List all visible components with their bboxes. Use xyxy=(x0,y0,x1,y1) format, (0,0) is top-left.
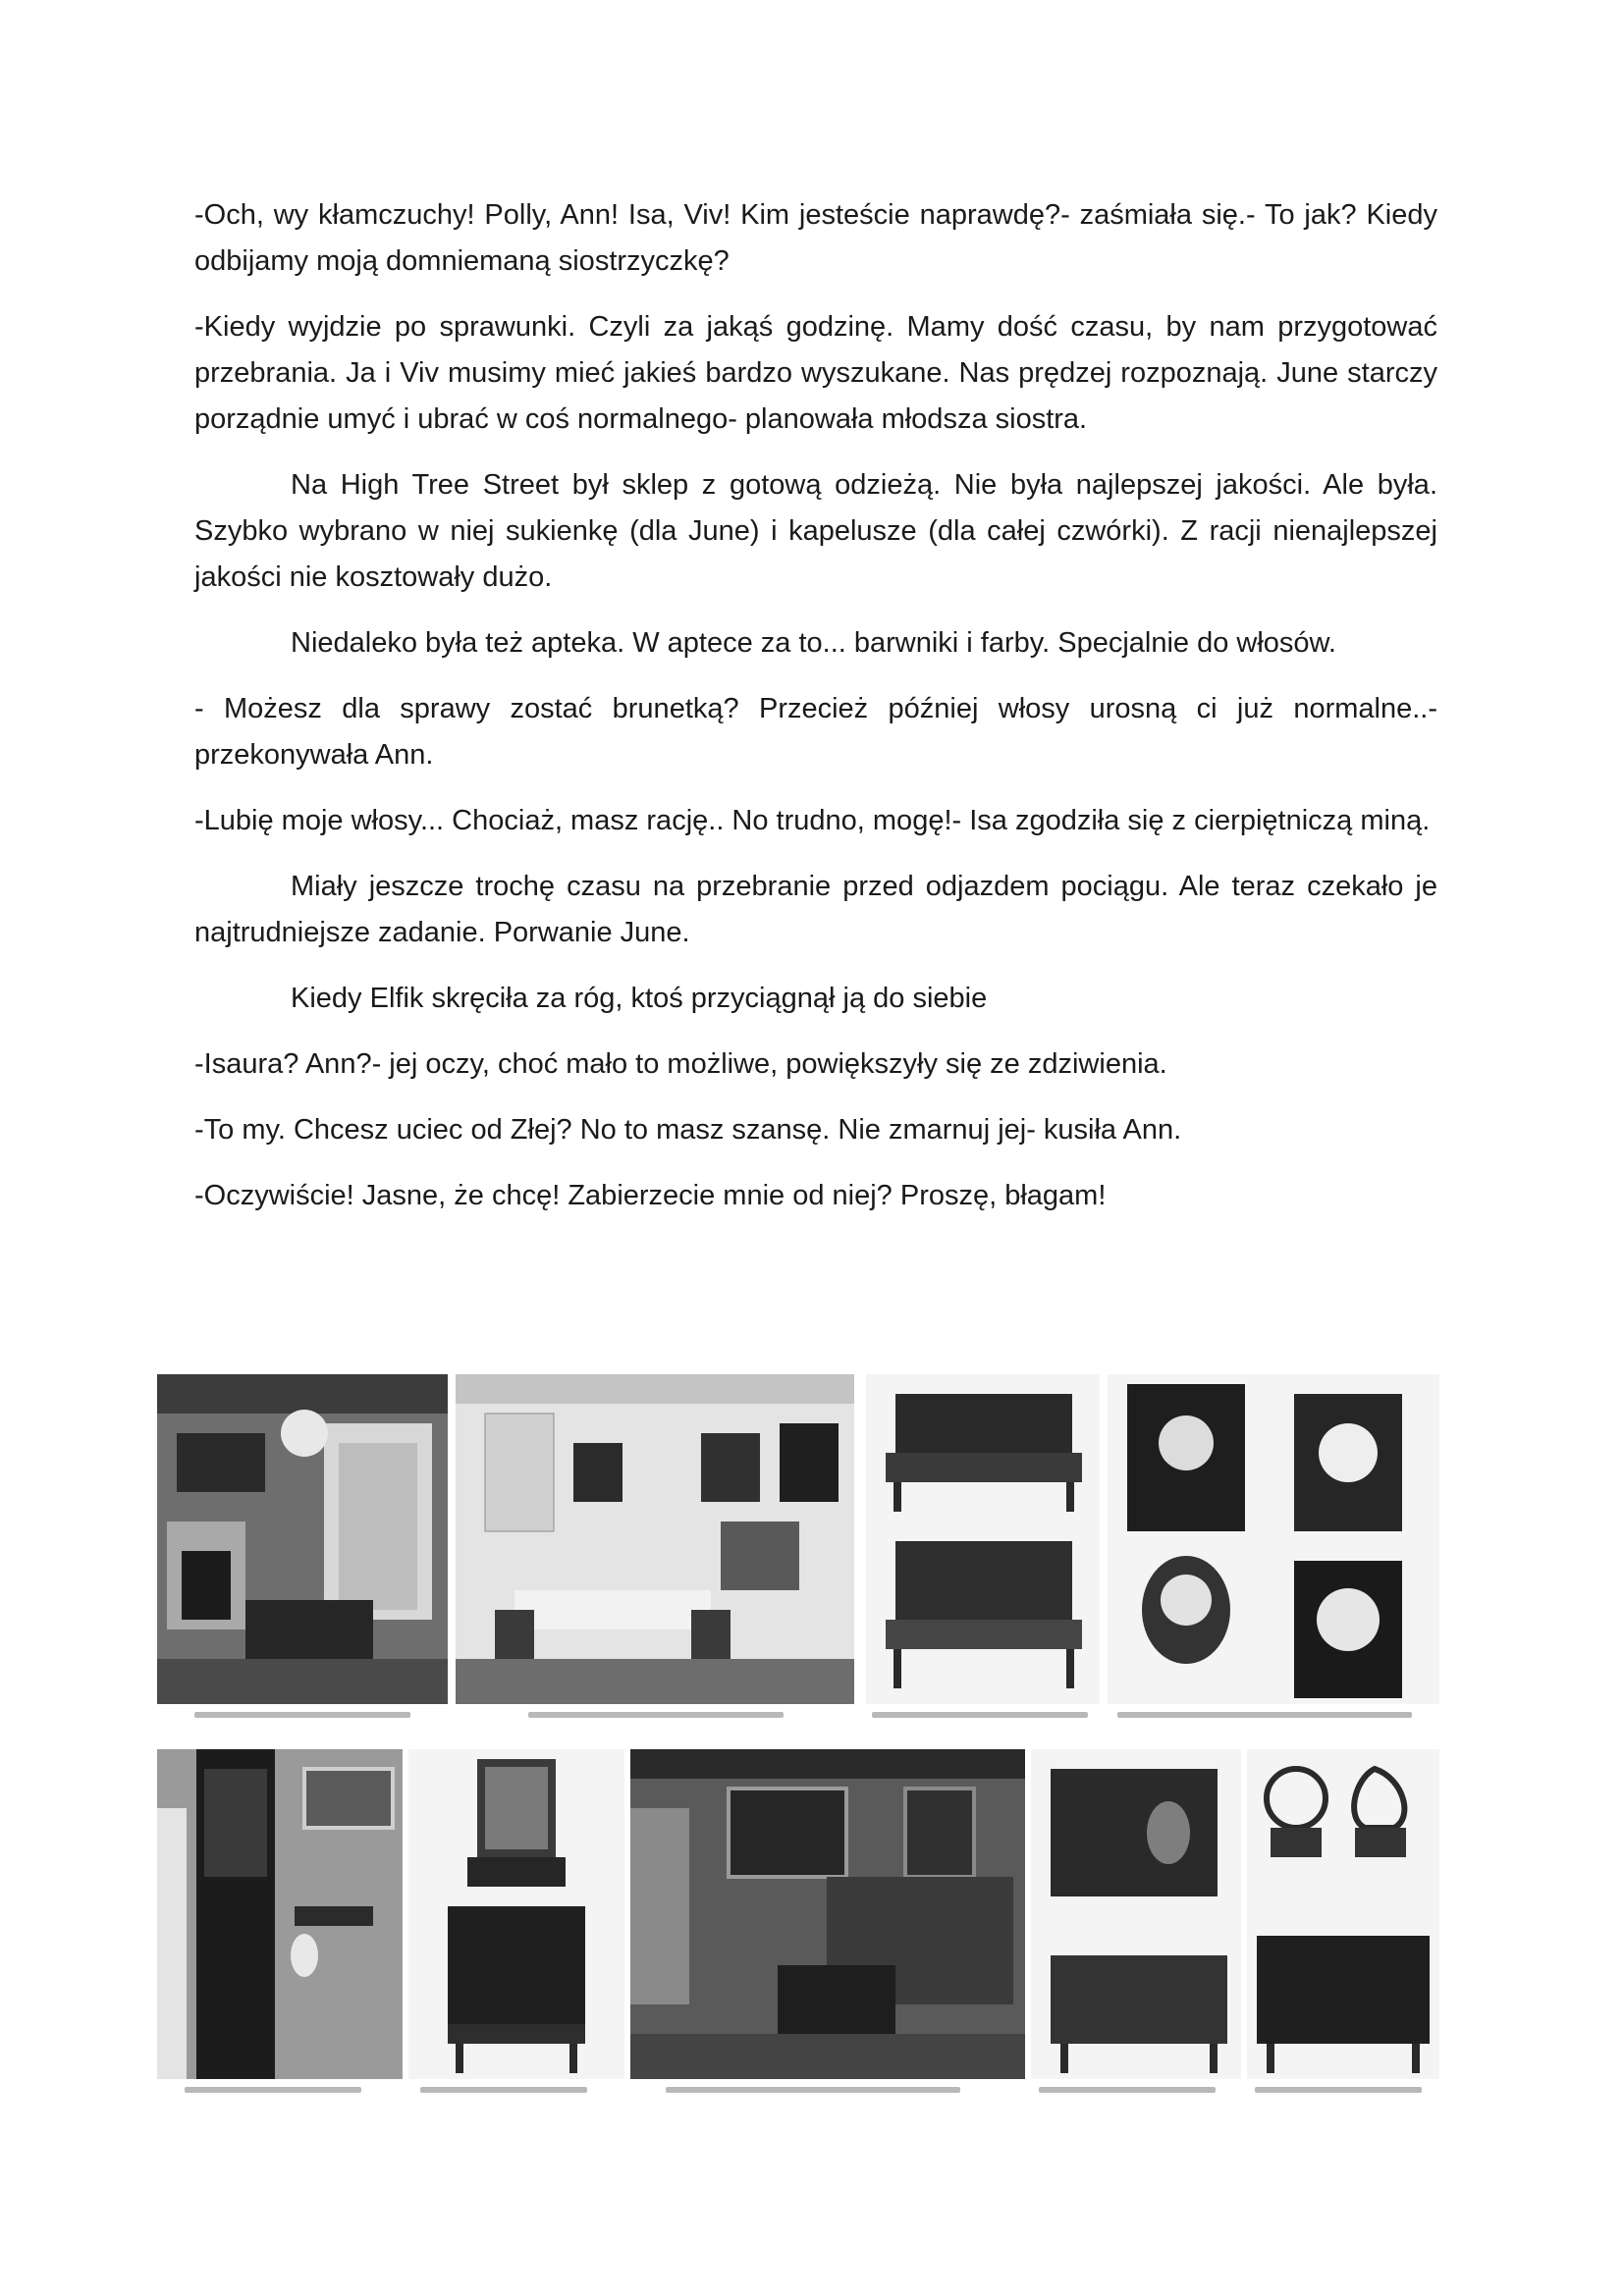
photo-caption xyxy=(194,1712,410,1718)
photo-chairs-and-chest xyxy=(1247,1749,1439,2079)
paragraph: - Możesz dla sprawy zostać brunetką? Przecież później włosy urosną ci już normalne..- przekonywała Ann. xyxy=(194,693,1437,771)
paragraph: Miały jeszcze trochę czasu na przebranie przed odjazdem pociągu. Ale teraz czekało je najtrudniejsze zadanie. Porwanie June. xyxy=(194,871,1437,948)
photo-interior-dining-room xyxy=(456,1374,854,1704)
photo-corner-cabinet xyxy=(157,1749,403,2079)
photo-caption xyxy=(185,2087,361,2093)
photo-dressing-mirror-chest xyxy=(408,1749,624,2079)
furniture-photo-collage xyxy=(155,1372,1441,2109)
photo-caption xyxy=(420,2087,587,2093)
photo-caption xyxy=(872,1712,1088,1718)
photo-caption xyxy=(1039,2087,1216,2093)
paragraph: -Isaura? Ann?- jej oczy, choć mało to możliwe, powiększyły się ze zdziwienia. xyxy=(194,1048,1167,1080)
photo-caption xyxy=(666,2087,960,2093)
paragraph: -Kiedy wyjdzie po sprawunki. Czyli za jakąś godzinę. Mamy dość czasu, by nam przygotować przebrania. Ja i Viv musimy mieć jakieś bardzo wyszukane. Nas prędzej rozpoznają. June starczy porządnie umyć i ubrać w coś normalnego- planowała młodsza siostra. xyxy=(194,311,1437,435)
paragraph: -Oczywiście! Jasne, że chcę! Zabierzecie mnie od niej? Proszę, błagam! xyxy=(194,1180,1107,1211)
paragraph: Na High Tree Street był sklep z gotową odzieżą. Nie była najlepszej jakości. Ale była. Szybko wybrano w niej sukienkę (dla June) i kapelusze (dla całej czwórki). Z racji nienajlepszej jakości nie kosztowały dużo. xyxy=(194,469,1437,593)
photo-settees xyxy=(866,1374,1100,1704)
photo-library-room xyxy=(630,1749,1025,2079)
paragraph: -Lubię moje włosy... Chociaż, masz rację.. No trudno, mogę!- Isa zgodziła się z cierpiętniczą miną. xyxy=(194,805,1431,836)
paragraph: -Och, wy kłamczuchy! Polly, Ann! Isa, Viv! Kim jesteście naprawdę?- zaśmiała się.- To jak? Kiedy odbijamy moją domniemaną siostrzyczkę? xyxy=(194,199,1437,277)
photo-interior-room-desk xyxy=(157,1374,448,1704)
photo-bracket-clocks xyxy=(1108,1374,1439,1704)
photo-caption xyxy=(1255,2087,1422,2093)
photo-cabinets-sideboard xyxy=(1031,1749,1241,2079)
paragraph: -To my. Chcesz uciec od Złej? No to masz szansę. Nie zmarnuj jej- kusiła Ann. xyxy=(194,1114,1182,1146)
photo-caption xyxy=(1117,1712,1412,1718)
paragraph: Niedaleko była też apteka. W aptece za to... barwniki i farby. Specjalnie do włosów. xyxy=(291,627,1336,659)
photo-caption xyxy=(528,1712,784,1718)
paragraph: Kiedy Elfik skręciła za róg, ktoś przyciągnął ją do siebie xyxy=(291,983,988,1014)
story-text xyxy=(194,192,1437,1239)
